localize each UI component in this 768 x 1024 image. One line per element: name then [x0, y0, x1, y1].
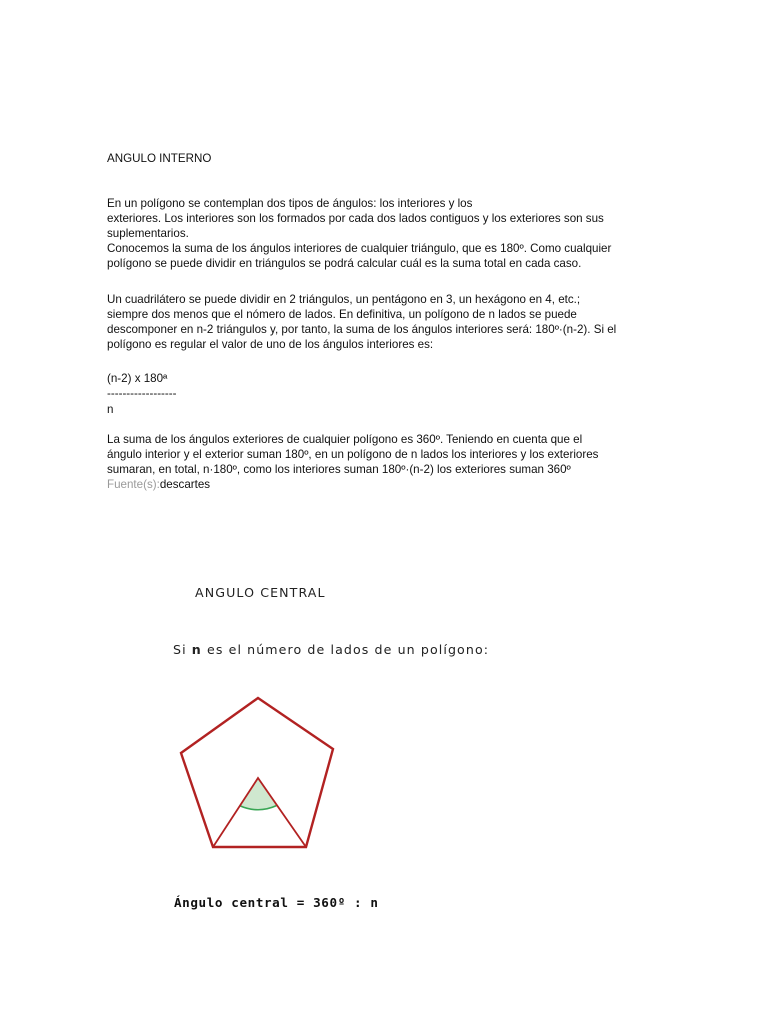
text-line: Conocemos la suma de los ángulos interiores de cualquier triángulo, que es 180º. Como cualquier: [107, 242, 612, 255]
paragraph-exterior-angles: [107, 432, 667, 492]
text-line: descomponer en n-2 triángulos y, por tanto, la suma de los ángulos interiores será: 180º·(n-2). Si el: [107, 323, 617, 336]
fraction-bar: ------------------: [107, 387, 177, 400]
paragraph-intro: [107, 196, 667, 271]
description-suffix: es el número de lados de un polígono:: [201, 642, 490, 657]
text-line: polígono se puede dividir en triángulos se podrá calcular cuál es la suma total en cada caso.: [107, 257, 582, 270]
source-label: Fuente(s):: [107, 478, 160, 491]
paragraph-decomposition: [107, 292, 667, 352]
description-variable: n: [191, 642, 202, 657]
section-title-angulo-central: ANGULO CENTRAL: [195, 585, 326, 600]
source-value: descartes: [159, 478, 211, 491]
central-angle-description: [173, 642, 489, 657]
text-line: polígono es regular el valor de uno de los ángulos interiores es:: [107, 338, 434, 351]
pentagon-central-angle-diagram: [170, 690, 350, 855]
pentagon-outline: [181, 698, 333, 847]
text-line: ángulo interior y el exterior suman 180º, en un polígono de n lados los interiores y los exteriores: [107, 448, 599, 461]
description-prefix: Si: [173, 642, 192, 657]
interior-angle-fraction: [107, 371, 667, 417]
fraction-denominator: n: [107, 403, 114, 416]
text-line: sumaran, en total, n·180º, como los interiores suman 180º·(n-2) los exteriores suman 360º: [107, 463, 571, 476]
central-angle-formula: Ángulo central = 360º : n: [174, 895, 379, 910]
text-line: Un cuadrilátero se puede dividir en 2 triángulos, un pentágono en 3, un hexágono en 4, etc.;: [107, 293, 581, 306]
source-line: [107, 477, 667, 492]
text-line: siempre dos menos que el nómero de lados. En definitiva, un polígono de n lados se puede: [107, 308, 577, 321]
text-line: En un polígono se contemplan dos tipos de ángulos: los interiores y los: [107, 197, 473, 210]
central-angle-wedge: [239, 778, 276, 810]
text-line: exteriores. Los interiores son los formados por cada dos lados contiguos y los exteriores son sus: [107, 212, 604, 225]
text-line: La suma de los ángulos exteriores de cualquier polígono es 360º. Teniendo en cuenta que el: [107, 433, 583, 446]
fraction-numerator: (n-2) x 180ª: [107, 372, 168, 385]
text-line: suplementarios.: [107, 227, 189, 240]
section-title-angulo-interno: ANGULO INTERNO: [107, 152, 212, 165]
